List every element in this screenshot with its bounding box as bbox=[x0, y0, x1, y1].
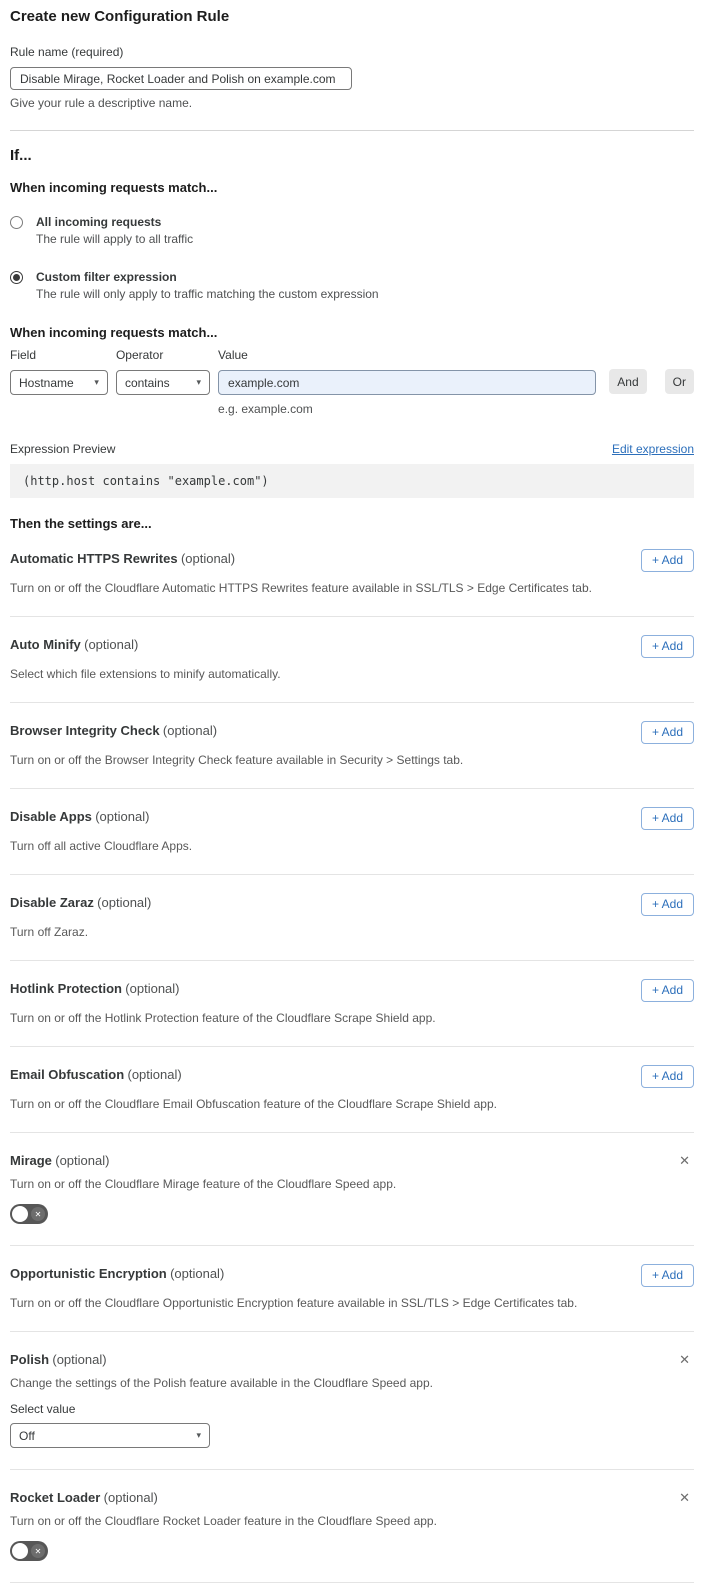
operator-select-value: contains bbox=[124, 375, 170, 390]
value-help-text: e.g. example.com bbox=[218, 402, 313, 416]
setting-optional-tag: (optional) bbox=[180, 551, 236, 566]
setting-disable-zaraz bbox=[10, 875, 694, 960]
setting-title: Disable Zaraz bbox=[10, 895, 94, 910]
field-label: Field bbox=[10, 348, 37, 362]
setting-description: Turn on or off the Cloudflare Rocket Loader feature in the Cloudflare Speed app. bbox=[10, 1514, 437, 1528]
setting-title: Polish bbox=[10, 1352, 50, 1367]
setting-opportunistic-encryption bbox=[10, 1246, 694, 1331]
setting-optional-tag: (optional) bbox=[95, 809, 150, 824]
value-input[interactable] bbox=[218, 370, 596, 395]
if-heading: If... bbox=[10, 147, 32, 164]
polish-select-label: Select value bbox=[10, 1402, 76, 1416]
edit-expression-link[interactable]: Edit expression bbox=[611, 442, 694, 456]
field-select[interactable] bbox=[10, 370, 108, 395]
setting-optional-tag: (optional) bbox=[162, 723, 218, 738]
setting-optional-tag: (optional) bbox=[52, 1352, 107, 1367]
toggle-off-x-icon: ✕ bbox=[31, 1544, 45, 1558]
setting-title: Browser Integrity Check bbox=[10, 723, 160, 738]
expression-builder-heading: When incoming requests match... bbox=[10, 325, 218, 340]
chevron-down-icon: ▾ bbox=[94, 377, 99, 387]
setting-description: Turn on or off the Cloudflare Email Obfuscation feature of the Cloudflare Scrape Shield app. bbox=[10, 1097, 497, 1111]
setting-description: Turn on or off the Cloudflare Automatic HTTPS Rewrites feature available in SSL/TLS > Edge Certificates tab. bbox=[10, 581, 592, 595]
setting-optional-tag: (optional) bbox=[55, 1153, 110, 1168]
polish-select-value: Off bbox=[19, 1428, 35, 1443]
setting-optional-tag: (optional) bbox=[170, 1266, 225, 1281]
close-icon[interactable]: ✕ bbox=[679, 1153, 690, 1168]
setting-description: Turn on or off the Browser Integrity Check feature available in Security > Settings tab. bbox=[10, 753, 464, 767]
setting-title: Opportunistic Encryption bbox=[10, 1266, 167, 1281]
add-button[interactable]: + Add bbox=[641, 721, 694, 744]
expression-preview-code: (http.host contains "example.com") bbox=[10, 464, 694, 498]
setting-title: Automatic HTTPS Rewrites bbox=[10, 551, 178, 566]
setting-optional-tag: (optional) bbox=[103, 1490, 158, 1505]
setting-rocket-loader bbox=[10, 1470, 694, 1582]
setting-hotlink-protection bbox=[10, 961, 694, 1046]
setting-description: Turn off all active Cloudflare Apps. bbox=[10, 839, 193, 853]
toggle-off-x-icon: ✕ bbox=[31, 1207, 45, 1221]
radio-description: The rule will only apply to traffic matching the custom expression bbox=[36, 287, 379, 301]
setting-title: Hotlink Protection bbox=[10, 981, 122, 996]
section-divider bbox=[10, 130, 694, 131]
operator-label: Operator bbox=[115, 348, 164, 362]
add-button[interactable]: + Add bbox=[641, 979, 694, 1002]
add-button[interactable]: + Add bbox=[641, 893, 694, 916]
add-button[interactable]: + Add bbox=[641, 635, 694, 658]
polish-value-select[interactable] bbox=[10, 1423, 210, 1448]
radio-label: Custom filter expression bbox=[36, 270, 177, 284]
setting-automatic-https-rewrites bbox=[10, 531, 694, 616]
rule-name-input[interactable] bbox=[10, 67, 352, 90]
field-select-value: Hostname bbox=[19, 375, 74, 390]
setting-optional-tag: (optional) bbox=[97, 895, 152, 910]
radio-label: All incoming requests bbox=[36, 215, 162, 229]
add-button[interactable]: + Add bbox=[641, 549, 694, 572]
value-label: Value bbox=[218, 348, 248, 362]
setting-description: Turn on or off the Cloudflare Opportunistic Encryption feature available in SSL/TLS > Edge Certificates tab. bbox=[10, 1296, 578, 1310]
radio-button-icon[interactable] bbox=[10, 271, 23, 284]
add-button[interactable]: + Add bbox=[641, 1264, 694, 1287]
setting-optional-tag: (optional) bbox=[84, 637, 139, 652]
close-icon[interactable]: ✕ bbox=[679, 1352, 690, 1367]
rocket-loader-toggle-off[interactable] bbox=[10, 1541, 48, 1561]
toggle-knob bbox=[12, 1206, 28, 1222]
or-button[interactable]: Or bbox=[665, 369, 694, 394]
setting-optional-tag: (optional) bbox=[127, 1067, 182, 1082]
close-icon[interactable]: ✕ bbox=[679, 1490, 690, 1505]
incoming-requests-heading: When incoming requests match... bbox=[10, 180, 218, 195]
radio-all-incoming-requests[interactable] bbox=[10, 215, 694, 246]
setting-disable-apps bbox=[10, 789, 694, 874]
setting-description: Turn on or off the Cloudflare Mirage feature of the Cloudflare Speed app. bbox=[10, 1177, 397, 1191]
rule-name-help: Give your rule a descriptive name. bbox=[10, 96, 193, 110]
expression-preview-label: Expression Preview bbox=[10, 442, 116, 456]
page-title: Create new Configuration Rule bbox=[10, 8, 230, 25]
setting-title: Auto Minify bbox=[10, 637, 81, 652]
setting-description: Turn on or off the Hotlink Protection feature of the Cloudflare Scrape Shield app. bbox=[10, 1011, 436, 1025]
chevron-down-icon: ▾ bbox=[196, 377, 202, 387]
toggle-knob bbox=[12, 1543, 28, 1559]
setting-auto-minify bbox=[10, 617, 694, 702]
setting-title: Disable Apps bbox=[10, 809, 92, 824]
setting-description: Turn off Zaraz. bbox=[10, 925, 89, 939]
mirage-toggle-off[interactable] bbox=[10, 1204, 48, 1224]
add-button[interactable]: + Add bbox=[641, 1065, 694, 1088]
radio-custom-filter-expression[interactable] bbox=[10, 270, 694, 301]
setting-title: Rocket Loader bbox=[10, 1490, 101, 1505]
setting-email-obfuscation bbox=[10, 1047, 694, 1132]
setting-polish bbox=[10, 1332, 694, 1469]
add-button[interactable]: + Add bbox=[641, 807, 694, 830]
rule-name-label: Rule name (required) bbox=[10, 45, 124, 59]
radio-description: The rule will apply to all traffic bbox=[36, 232, 194, 246]
setting-description: Select which file extensions to minify automatically. bbox=[10, 667, 281, 681]
chevron-down-icon: ▾ bbox=[196, 1430, 201, 1440]
match-type-radio-group bbox=[10, 215, 694, 301]
expression-builder-row bbox=[10, 348, 694, 416]
setting-mirage bbox=[10, 1133, 694, 1245]
operator-select[interactable] bbox=[116, 370, 210, 395]
setting-description: Change the settings of the Polish feature available in the Cloudflare Speed app. bbox=[10, 1376, 433, 1390]
setting-title: Mirage bbox=[10, 1153, 52, 1168]
setting-browser-integrity-check bbox=[10, 703, 694, 788]
radio-button-icon[interactable] bbox=[10, 216, 23, 229]
setting-title: Email Obfuscation bbox=[10, 1067, 125, 1082]
setting-optional-tag: (optional) bbox=[125, 981, 180, 996]
and-button[interactable]: And bbox=[609, 369, 646, 394]
then-settings-heading: Then the settings are... bbox=[10, 516, 152, 531]
